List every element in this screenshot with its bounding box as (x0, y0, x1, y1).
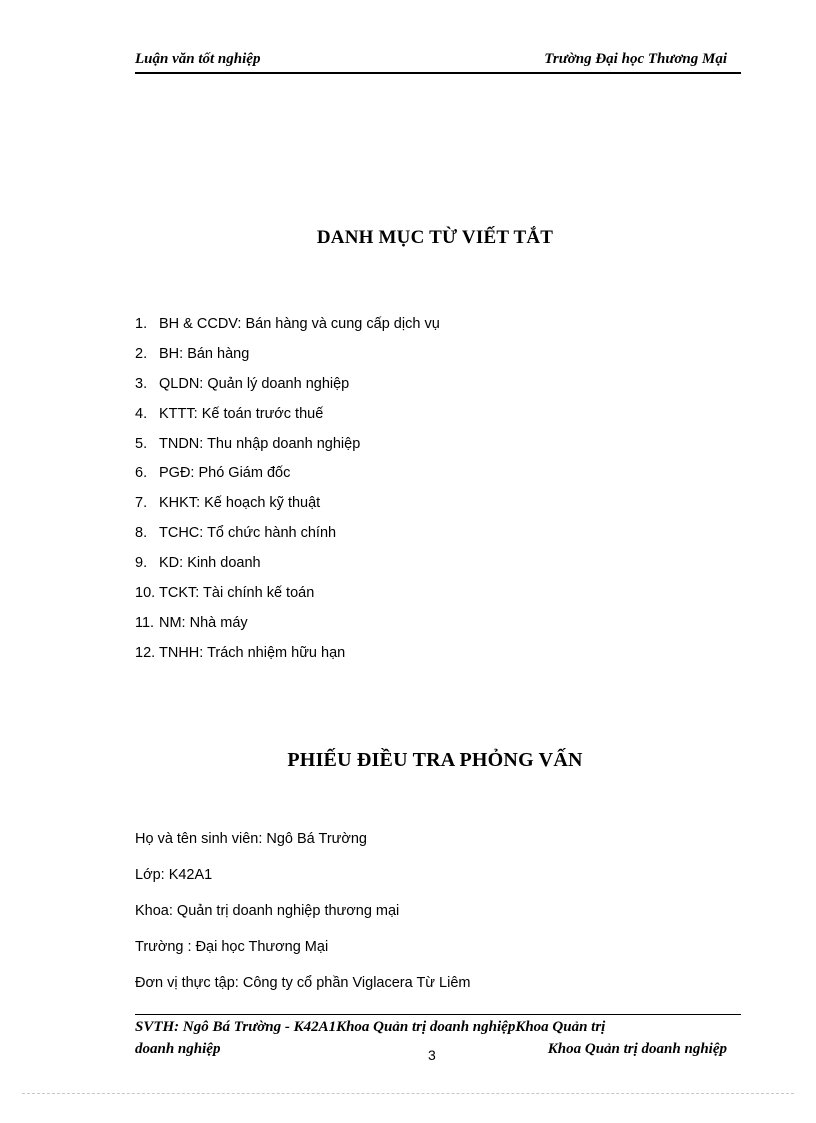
list-item (135, 583, 440, 603)
list-item (135, 314, 440, 334)
university-line: Trường : Đại học Thương Mại (135, 939, 329, 955)
internship-unit-line: Đơn vị thực tập: Công ty cổ phần Viglacera Từ Liêm (135, 975, 471, 991)
abbreviations-title: DANH MỤC TỪ VIẾT TẮT (316, 227, 554, 248)
list-item-number: 4. (135, 405, 148, 422)
list-item-text: QLDN: Quản lý doanh nghiệp (159, 375, 350, 392)
list-item-number: 10. (135, 585, 156, 602)
list-item-text: KTTT: Kế toán trước thuế (159, 405, 324, 422)
list-item-text: KD: Kinh doanh (159, 555, 261, 572)
page-number: 3 (428, 1047, 436, 1063)
page-boundary (22, 1093, 794, 1094)
footer-author-line: SVTH: Ngô Bá Trường - K42A1Khoa Quản trị doanh nghiệpKhoa Quản trị (135, 1019, 606, 1035)
list-item-number: 9. (135, 555, 148, 572)
list-item-number: 11. (135, 614, 155, 631)
list-item-text: BH & CCDV: Bán hàng và cung cấp dịch vụ (159, 316, 440, 332)
faculty-line: Khoa: Quản trị doanh nghiệp thương mại (135, 903, 400, 919)
list-item (135, 493, 440, 513)
list-item (135, 553, 440, 573)
list-item (135, 643, 440, 663)
list-item-text: NM: Nhà máy (159, 614, 248, 631)
header-thesis-label: Luận văn tốt nghiệp (135, 51, 261, 67)
list-item-number: 2. (135, 345, 148, 362)
list-item-number: 6. (135, 465, 148, 482)
student-name-line: Họ và tên sinh viên: Ngô Bá Trường (135, 831, 367, 847)
survey-title: PHIẾU ĐIỀU TRA PHỎNG VẤN (287, 749, 583, 771)
list-item-number: 8. (135, 525, 148, 542)
list-item-number: 12. (135, 644, 156, 661)
list-item-text: KHKT: Kế hoạch kỹ thuật (159, 495, 321, 512)
list-item (135, 523, 440, 543)
list-item-text: TCHC: Tổ chức hành chính (159, 525, 337, 542)
class-line: Lớp: K42A1 (135, 867, 213, 883)
list-item-number: 7. (135, 495, 148, 512)
list-item (135, 463, 440, 483)
footer-divider (135, 1014, 741, 1015)
list-item-number: 3. (135, 375, 148, 392)
list-item (135, 374, 440, 394)
list-item (135, 434, 440, 454)
list-item-text: PGĐ: Phó Giám đốc (159, 465, 291, 482)
list-item-number: 1. (135, 316, 148, 332)
list-item (135, 344, 440, 364)
list-item (135, 404, 440, 424)
header-university-label: Trường Đại học Thương Mại (544, 51, 727, 67)
footer-faculty-label: Khoa Quản trị doanh nghiệp (547, 1041, 727, 1057)
list-item-text: TNDN: Thu nhập doanh nghiệp (159, 435, 361, 452)
list-item-text: BH: Bán hàng (159, 345, 250, 362)
list-item (135, 613, 440, 633)
abbreviation-list (135, 314, 440, 673)
list-item-text: TNHH: Trách nhiệm hữu hạn (159, 644, 346, 661)
student-info-block (135, 829, 470, 1009)
list-item-number: 5. (135, 435, 148, 452)
page-header (135, 48, 741, 74)
footer-faculty-continuation: doanh nghiệp (135, 1041, 221, 1057)
list-item-text: TCKT: Tài chính kế toán (159, 585, 315, 602)
